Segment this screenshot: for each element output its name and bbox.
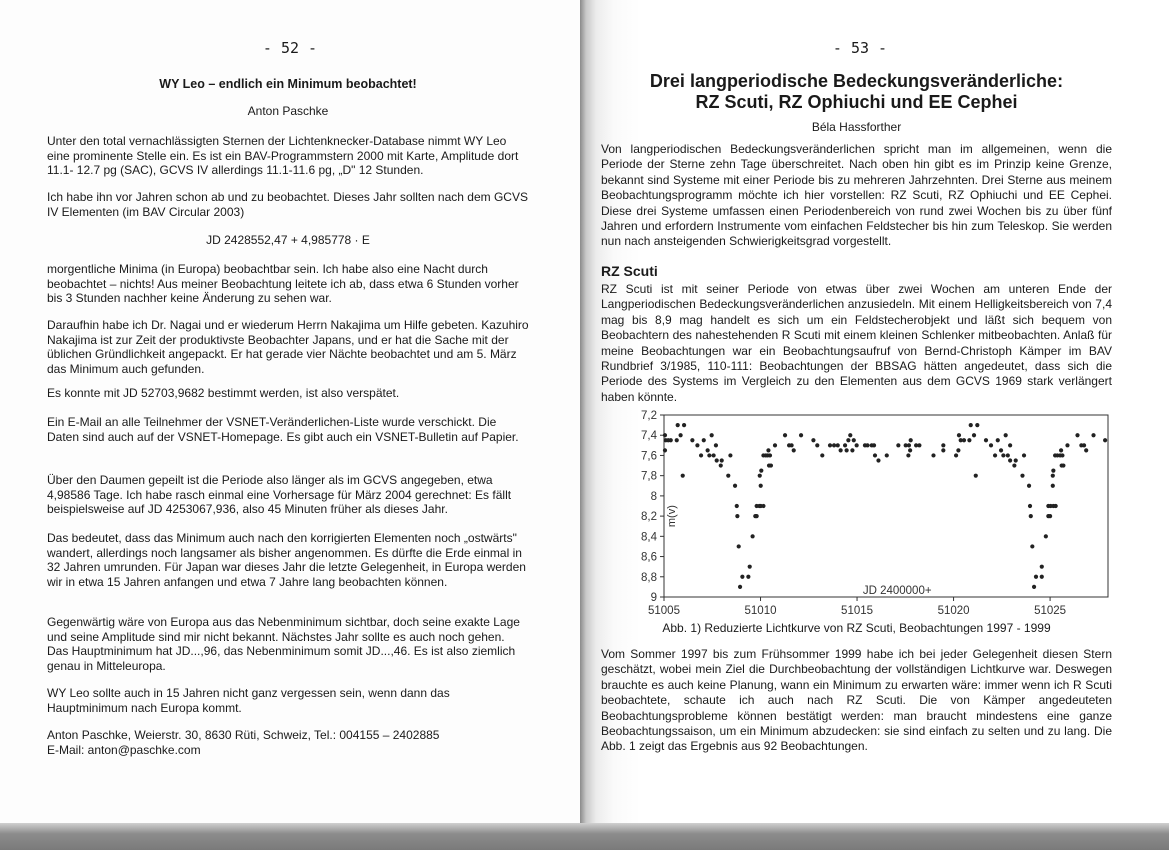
data-point — [954, 453, 958, 457]
data-point — [695, 443, 699, 447]
data-point — [885, 453, 889, 457]
data-point — [707, 453, 711, 457]
intro-paragraph: Von langperiodischen Bedeckungsveränderlichen spricht man im allgemeinen, wenn die Periode der Sterne zehn Tage überschreitet. Nach oben hin gibt es im Prinzip keine Grenze, bekannt sind Systeme mit einer Periode bis zu mehreren Jahrzehnten. Drei Sterne aus meinem Beobachtungsprogramm möchte ich hier vorstellen: RZ Scuti, RZ Ophiuchi und EE Cephei. Diese drei Systeme umfassen einen Periodenbereich von rund zwei Wochen bis zu über fünf Jahren und erfordern Instrumente vom einfachen Feldstecher bis hin zum Teleskop. Sie werden nun nach ansteigenden Schwierigkeitsgrad vorgestellt. — [601, 142, 1112, 249]
data-point — [836, 443, 840, 447]
data-point — [675, 438, 679, 442]
author-address: Anton Paschke, Weierstr. 30, 8630 Rüti, Schweiz, Tel.: 004155 – 2402885 — [47, 728, 440, 742]
data-point — [969, 423, 973, 427]
data-point — [828, 443, 832, 447]
data-point — [908, 448, 912, 452]
section-paragraph: RZ Scuti ist mit seiner Periode von etwas über zwei Wochen am unteren Ende der Langperiodischen Bedeckungsveränderlichen anzusiedeln. Mit einem Helligkeitsbereich von 7,4 mag bis 8,9 mag handelt es sich um ein Feldstecherobjekt und läßt sich bequem von Beobachtern des nahestehenden R Scuti mit einem kleinen Schlenker mitbeobachten. Anlaß für meine Beobachtungen war ein Beobachtungsaufruf von Bernd-Christoph Kämper im BAV Rundbrief 3/1985, 110-111: Beobachtungen der BBSAG hätten angedeutet, dass sich die Periode des Systems im Vergleich zu den Elementen aus dem GCVS 1969 stark verlängert haben könnte. — [601, 282, 1112, 404]
data-point — [855, 443, 859, 447]
article-author-left: Anton Paschke — [247, 104, 329, 118]
data-point — [735, 514, 739, 518]
data-point — [907, 443, 911, 447]
data-point — [1040, 565, 1044, 569]
paragraph: Ein E-Mail an alle Teilnehmer der VSNET-Veränderlichen-Liste wurde verschickt. Die Daten sind auch auf der VSNET-Homepage. Es gibt auch ein VSNET-Bulletin auf Papier. — [47, 415, 519, 444]
formula: JD 2428552,47 + 4,985778 · E — [206, 233, 370, 247]
data-point — [850, 448, 854, 452]
data-point — [984, 438, 988, 442]
data-point — [967, 438, 971, 442]
data-point — [738, 585, 742, 589]
data-point — [972, 433, 976, 437]
section-heading: RZ Scuti — [601, 263, 658, 279]
y-tick-label: 8,8 — [641, 571, 657, 584]
data-point — [993, 453, 997, 457]
data-point — [1008, 458, 1012, 462]
data-point — [726, 474, 730, 478]
data-point — [832, 443, 836, 447]
paragraph: Ich habe ihn vor Jahren schon ab und zu beobachtet. Dieses Jahr sollten nach dem GCVS IV Elementen (im BAV Circular 2003) — [47, 190, 528, 219]
data-point — [846, 438, 850, 442]
plot-frame — [664, 415, 1108, 597]
data-point — [999, 448, 1003, 452]
data-point — [746, 575, 750, 579]
scan-bottom-edge — [0, 823, 1169, 850]
data-point — [1051, 469, 1055, 473]
data-point — [751, 534, 755, 538]
data-point — [715, 458, 719, 462]
data-point — [1022, 453, 1026, 457]
data-point — [1060, 453, 1064, 457]
paragraph: Daraufhin habe ich Dr. Nagai und er wiederum Herrn Nakajima um Hilfe gebeten. Kazuhiro Nakajima ist zur Zeit der produktivste Beobachter Japans, und er hat die Sache mit der üblichen Gründlichkeit angepackt. Er hat gerade vier Nächte beobachtet und am 5. März das Minimum auch gefunden. — [47, 318, 529, 376]
data-point — [876, 458, 880, 462]
data-point — [820, 453, 824, 457]
data-point — [839, 448, 843, 452]
data-point — [1008, 443, 1012, 447]
x-tick-label: 51005 — [648, 605, 680, 616]
data-point — [710, 433, 714, 437]
data-point — [737, 544, 741, 548]
data-point — [706, 448, 710, 452]
paragraph: Gegenwärtig wäre von Europa aus das Nebenminimum sichtbar, doch seine exakte Lage und seine Amplitude sind mir nicht bekannt. Nächstes Jahr sollte es auch noch gehen. Das Hauptminimum hat JD...,96, das Nebenminimum somit JD...,46. Es ist also ziemlich genau in Mitteleuropa. — [47, 615, 520, 673]
data-point — [1051, 484, 1055, 488]
y-tick-label: 8 — [650, 490, 657, 503]
data-point — [1059, 448, 1063, 452]
data-point — [681, 474, 685, 478]
data-point — [1004, 433, 1008, 437]
data-point — [1091, 433, 1095, 437]
data-point — [1103, 438, 1107, 442]
y-tick-label: 8,2 — [641, 511, 657, 524]
data-point — [728, 453, 732, 457]
data-point — [799, 433, 803, 437]
x-tick-label: 51015 — [841, 605, 874, 616]
y-axis-label: m(v) — [666, 505, 678, 528]
data-point — [1082, 443, 1086, 447]
data-point — [761, 504, 765, 508]
data-point — [1061, 463, 1065, 467]
light-curve-chart — [610, 404, 1120, 616]
data-point — [720, 458, 724, 462]
data-point — [663, 448, 667, 452]
data-point — [843, 443, 847, 447]
data-point — [909, 438, 913, 442]
data-point — [768, 453, 772, 457]
y-tick-label: 8,6 — [641, 551, 657, 564]
data-point — [815, 443, 819, 447]
data-point — [962, 438, 966, 442]
article-title-line2: RZ Scuti, RZ Ophiuchi und EE Cephei — [695, 92, 1018, 112]
data-point — [702, 438, 706, 442]
y-tick-label: 8,4 — [641, 531, 657, 544]
x-tick-label: 51010 — [744, 605, 777, 616]
data-point — [1051, 474, 1055, 478]
data-point — [872, 443, 876, 447]
data-point — [769, 463, 773, 467]
data-point — [941, 448, 945, 452]
data-point — [865, 443, 869, 447]
data-point — [1020, 474, 1024, 478]
data-point — [1084, 448, 1088, 452]
data-point — [676, 423, 680, 427]
y-tick-label: 7,6 — [641, 450, 657, 463]
data-point — [956, 448, 960, 452]
data-point — [1001, 453, 1005, 457]
data-point — [663, 433, 667, 437]
data-point — [712, 453, 716, 457]
page-number-right: - 53 - — [832, 39, 888, 57]
data-point — [783, 433, 787, 437]
data-point — [1044, 534, 1048, 538]
left-page — [0, 0, 580, 850]
data-point — [1075, 433, 1079, 437]
data-point — [1006, 453, 1010, 457]
data-point — [755, 514, 759, 518]
data-point — [896, 443, 900, 447]
data-point — [758, 474, 762, 478]
data-point — [1028, 504, 1032, 508]
data-point — [1030, 544, 1034, 548]
data-point — [792, 448, 796, 452]
data-point — [1040, 575, 1044, 579]
data-point — [679, 433, 683, 437]
data-point — [1034, 575, 1038, 579]
data-point — [811, 438, 815, 442]
data-point — [1032, 585, 1036, 589]
data-point — [1014, 458, 1018, 462]
article-title-line1: Drei langperiodische Bedeckungsveränderliche: — [649, 71, 1064, 91]
data-point — [690, 438, 694, 442]
data-point — [740, 575, 744, 579]
y-tick-label: 7,4 — [641, 430, 657, 443]
data-point — [975, 423, 979, 427]
data-point — [714, 443, 718, 447]
data-point — [848, 433, 852, 437]
data-point — [748, 565, 752, 569]
data-point — [1012, 463, 1016, 467]
data-point — [845, 448, 849, 452]
paragraph: Das bedeutet, dass das Minimum auch nach den korrigierten Elementen noch „ostwärts" wandert, allerdings noch langsamer als bisher angenommen. Es dürfte die Erde einmal in 32 Jahren umrunden. Für Japan war dieses Jahr die letzte Gelegenheit, in Europa werden wir in etwa 15 Jahren anfangen und etwa 7 Jahre lang beobachten können. — [47, 531, 526, 589]
data-point — [682, 423, 686, 427]
paragraph: WY Leo sollte auch in 15 Jahren nicht ganz vergessen sein, wenn dann das Hauptminimum nach Europa kommt. — [47, 686, 450, 715]
y-tick-label: 7,8 — [641, 470, 657, 483]
data-point — [906, 453, 910, 457]
article-author-right: Béla Hassforther — [811, 120, 902, 134]
data-point — [773, 443, 777, 447]
paragraph: Es konnte mit JD 52703,9682 bestimmt werden, ist also verspätet. — [47, 386, 400, 400]
data-point — [931, 453, 935, 457]
data-point — [974, 474, 978, 478]
y-tick-label: 7,2 — [641, 410, 657, 422]
data-point — [735, 504, 739, 508]
x-tick-label: 51020 — [937, 605, 970, 616]
data-point — [873, 453, 877, 457]
article-title-left: WY Leo – endlich ein Minimum beobachtet! — [159, 77, 417, 91]
closing-paragraph: Vom Sommer 1997 bis zum Frühsommer 1999 habe ich bei jeder Gelegenheit diesen Stern geschätzt, wobei mein Ziel die Durchbeobachtung der vollständigen Lichtkurve war. Deswegen brauchte es auch keine Planung, wann ein Minimum zu erwarten wäre: immer wenn ich R Scuti beobachtete, schaute ich auch nach RZ Scuti. Die von Kämper angedeuteten Beobachtungsprobleme können bestätigt werden: man braucht mindestens eine ganze Beobachtungssaison, um ein Minimum abzudecken: sie sind einfach zu selten und zu lang. Die Abb. 1 zeigt das Ergebnis aus 92 Beobachtungen. — [601, 647, 1112, 754]
data-point — [1027, 484, 1031, 488]
data-point — [989, 443, 993, 447]
data-point — [1054, 504, 1058, 508]
paragraph: Unter den total vernachlässigten Sternen der Lichtenknecker-Database nimmt WY Leo eine prominente Stelle ein. Es ist ein BAV-Programmstern 2000 mit Karte, Amplitude dort 11.1- 12.7 pg (SAC), GCVS IV allerdings 11.1-11.6 pg, „D" 12 Stunden. — [47, 134, 519, 178]
data-point — [1029, 514, 1033, 518]
author-email: E-Mail: anton@paschke.com — [47, 743, 201, 757]
data-point — [669, 438, 673, 442]
x-tick-label: 51025 — [1034, 605, 1067, 616]
data-point — [699, 453, 703, 457]
data-point — [852, 438, 856, 442]
data-point — [790, 443, 794, 447]
data-point — [759, 484, 763, 488]
data-point — [957, 433, 961, 437]
paragraph: Über den Daumen gepeilt ist die Periode also länger als im GCVS angegeben, etwa 4,98586 Tage. Ich habe rasch einmal eine Vorhersage für März 2004 gerechnet: Es fällt beispielsweise auf JD 4253067,936, also 45 Minuten früher als dieses Jahr. — [47, 473, 512, 517]
y-tick-label: 9 — [650, 592, 657, 604]
paragraph: morgentliche Minima (in Europa) beobachtbar sein. Ich habe also eine Nacht durch beobachtet – nichts! Aus meiner Beobachtung leitete ich ab, dass etwa 6 Stunden vorher bis 3 Stunden nachher keine Änderung zu sehen war. — [47, 262, 519, 306]
data-point — [1048, 514, 1052, 518]
data-point — [941, 443, 945, 447]
page-number-left: - 52 - — [262, 39, 318, 57]
x-axis-label: JD 2400000+ — [862, 585, 932, 597]
data-point — [759, 469, 763, 473]
data-point — [733, 484, 737, 488]
figure-caption: Abb. 1) Reduzierte Lichtkurve von RZ Scuti, Beobachtungen 1997 - 1999 — [662, 621, 1051, 635]
data-point — [917, 443, 921, 447]
data-point — [766, 448, 770, 452]
data-point — [1065, 443, 1069, 447]
data-point — [996, 438, 1000, 442]
data-point — [719, 463, 723, 467]
